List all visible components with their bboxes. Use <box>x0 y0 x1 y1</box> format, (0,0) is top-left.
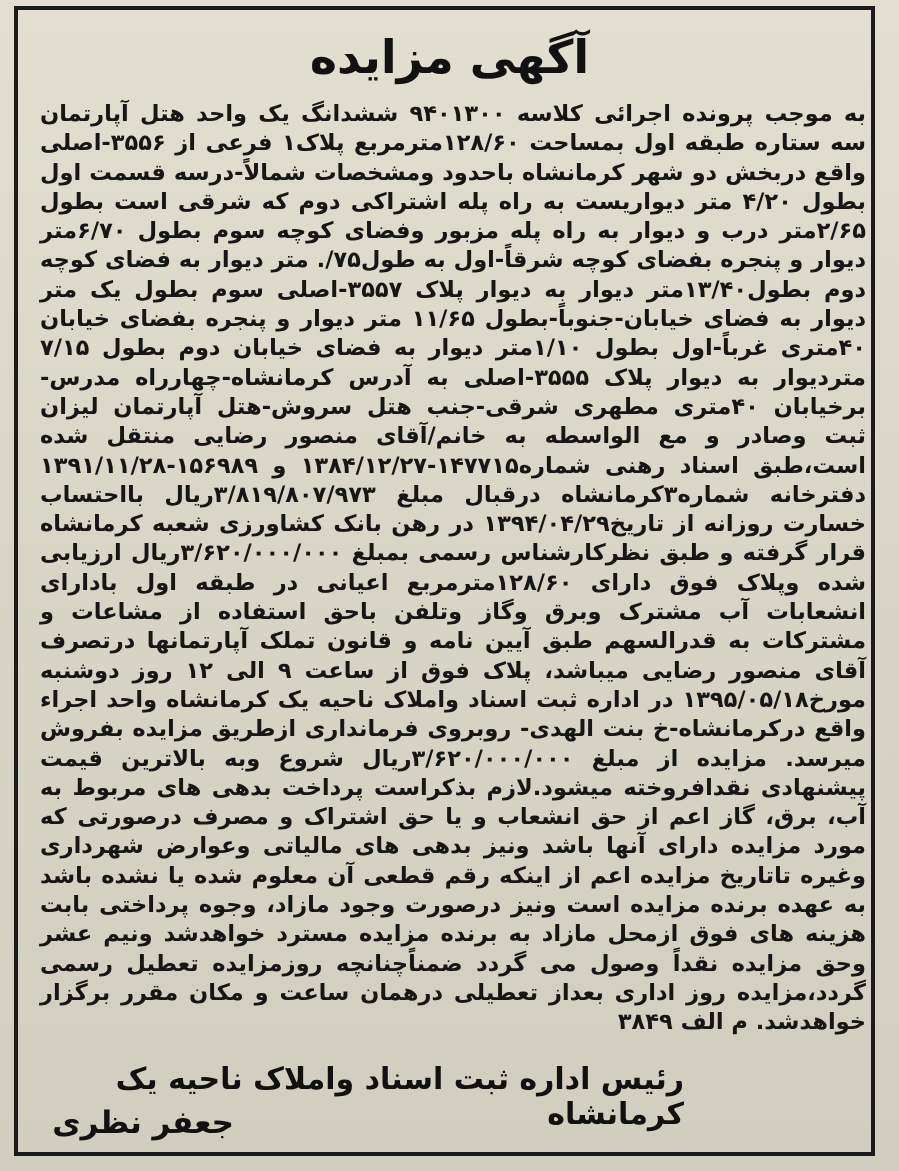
signature-title: رئیس اداره ثبت اسناد واملاک ناحیه یک کرمانشاه <box>115 1062 684 1132</box>
notice-body-text: به موجب پرونده اجرائی کلاسه ۹۴۰۱۳۰۰ ششدانگ یک واحد هتل آپارتمان سه ستاره طبقه اول بمساحت ۱۲۸/۶۰مترمربع پلاک۱ فرعی از ۳۵۵۶-اصلی واقع دربخش دو شهر کرمانشاه باحدود ومشخصات شمالاً-درسه قسمت اول بطول ۴/۲۰ متر دیواریست به راه پله اشتراکی دوم که شرقی است بطول ۲/۶۵متر درب و دیوار به راه پله مزبور وفضای کوچه سوم بطول ۶/۷۰متر دیوار و پنجره بفضای کوچه شرقاً-اول به طول۷۵/. متر دیوار به فضای کوچه دوم بطول۱۳/۴۰متر دیوار به دیوار پلاک ۳۵۵۷-اصلی سوم بطول یک متر دیوار به فضای خیابان-جنوباً-بطول ۱۱/۶۵ متر دیوار و پنجره بفضای خیابان ۴۰متری غرباً-اول بطول ۱/۱۰متر دیوار به فضای خیابان دوم بطول ۷/۱۵ متردیوار به دیوار پلاک ۳۵۵۵-اصلی به آدرس کرمانشاه-چهارراه مدرس-برخیابان ۴۰متری مطهری شرقی-جنب هتل سروش-هتل آپارتمان لیزان ثبت وصادر و مع الواسطه به خانم/آقای منصور رضایی منتقل شده است،طبق اسناد رهنی شماره۱۴۷۷۱۵-۱۳۸۴/۱۲/۲۷ و ۱۵۶۹۸۹-۱۳۹۱/۱۱/۲۸ دفترخانه شماره۳کرمانشاه درقبال مبلغ ۳/۸۱۹/۸۰۷/۹۷۳ریال بااحتساب خسارت روزانه از تاریخ۱۳۹۴/۰۴/۲۹ در رهن بانک کشاورزی شعبه کرمانشاه قرار گرفته و طبق نظرکارشناس رسمی بمبلغ ۳/۶۲۰/۰۰۰/۰۰۰ریال ارزیابی شده وپلاک فوق دارای ۱۲۸/۶۰مترمربع اعیانی در طبقه اول بادارای انشعابات آب مشترک وبرق وگاز وتلفن باحق استفاده از مشاعات و مشترکات به قدرالسهم طبق آیین نامه و قانون تملک آپارتمانها درتصرف آقای منصور رضایی میباشد، پلاک فوق از ساعت ۹ الی ۱۲ روز دوشنبه مورخ۱۳۹۵/۰۵/۱۸ در اداره ثبت اسناد واملاک ناحیه یک کرمانشاه واحد اجراء واقع درکرمانشاه-خ بنت الهدی- روبروی فرمانداری ازطریق مزایده بفروش میرسد. مزایده از مبلغ ۳/۶۲۰/۰۰۰/۰۰۰ریال شروع وبه بالاترین قیمت پیشنهادی نقدافروخته میشود.لازم بذکراست پرداخت بدهی های مربوط به آب، برق، گاز اعم از حق انشعاب و یا حق اشتراک و مصرف درصورتی که مورد مزایده دارای آنها باشد ونیز بدهی های مالیاتی وعوارض شهرداری وغیره تاتاریخ مزایده اعم از اینکه رقم قطعی آن معلوم شده یا نشده باشد به عهده برنده مزایده است ونیز درصورت وجود مازاد، وجوه پرداختی بابت هزینه های فوق ازمحل مازاد به برنده مزایده مسترد خواهدشد ونیم عشر وحق مزایده نقداً وصول می گردد ضمناًچنانچه روزمزایده تعطیل رسمی گردد،مزایده روز اداری بعداز تعطیلی درهمان ساعت و مکان مقرر برگزار خواهدشد. م الف ۳۸۴۹ <box>40 101 867 1036</box>
signature-name: جعفر نظری <box>52 1105 234 1141</box>
notice-title: آگهی مزایده <box>309 30 590 84</box>
notice-body <box>40 100 866 1038</box>
